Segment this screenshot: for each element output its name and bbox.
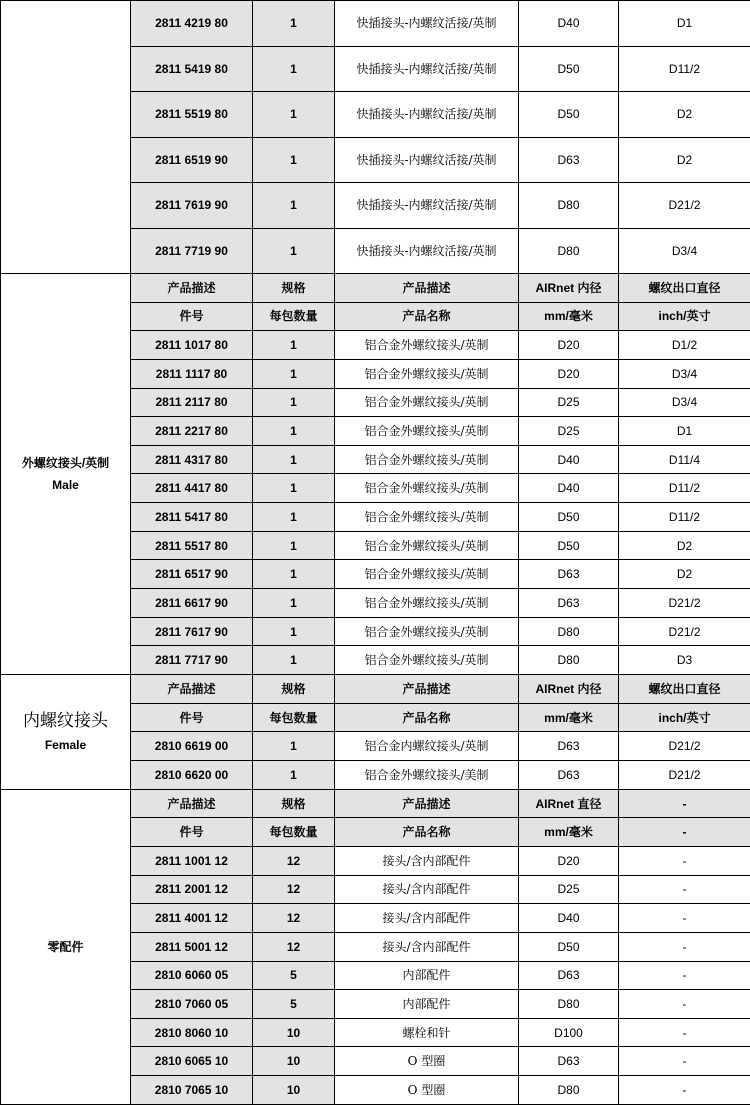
male-product-name: 铝合金外螺纹接头/英制	[335, 531, 519, 560]
male-diameter: D80	[519, 646, 619, 675]
male-diameter: D50	[519, 503, 619, 532]
category-name-en: Female	[44, 737, 87, 752]
female-column-header: 产品描述	[335, 674, 519, 703]
male-column-header: mm/毫米	[519, 302, 619, 331]
female-column-header: 每包数量	[253, 703, 335, 732]
parts-part-number: 2811 2001 12	[131, 875, 253, 904]
parts-pack-quantity: 10	[253, 1076, 335, 1105]
male-thread-size: D1	[619, 417, 750, 446]
top-part-number: 2811 5419 80	[131, 46, 253, 92]
male-diameter: D63	[519, 560, 619, 589]
top-diameter: D50	[519, 46, 619, 92]
male-column-header: 产品名称	[335, 302, 519, 331]
parts-column-header: 产品描述	[335, 789, 519, 818]
male-product-name: 铝合金外螺纹接头/英制	[335, 331, 519, 360]
parts-column-header: 产品名称	[335, 818, 519, 847]
parts-part-number: 2810 8060 10	[131, 1018, 253, 1047]
category-label	[1, 674, 131, 789]
male-product-name: 铝合金外螺纹接头/英制	[335, 589, 519, 618]
parts-product-name: 接头/含内部配件	[335, 847, 519, 876]
parts-pack-quantity: 5	[253, 990, 335, 1019]
parts-column-header: -	[619, 818, 750, 847]
parts-product-name: 接头/含内部配件	[335, 904, 519, 933]
male-product-name: 铝合金外螺纹接头/英制	[335, 359, 519, 388]
male-product-name: 铝合金外螺纹接头/英制	[335, 617, 519, 646]
parts-pack-quantity: 12	[253, 875, 335, 904]
header-row	[1, 274, 750, 303]
category-label	[1, 789, 131, 1104]
top-product-name: 快插接头-内螺纹活接/英制	[335, 183, 519, 229]
male-part-number: 2811 5517 80	[131, 531, 253, 560]
male-product-name: 铝合金外螺纹接头/英制	[335, 646, 519, 675]
male-pack-quantity: 1	[253, 531, 335, 560]
top-part-number: 2811 7619 90	[131, 183, 253, 229]
top-pack-quantity: 1	[253, 137, 335, 183]
top-product-name: 快插接头-内螺纹活接/英制	[335, 228, 519, 274]
category-name: 零配件	[47, 939, 84, 954]
male-diameter: D40	[519, 474, 619, 503]
female-pack-quantity: 1	[253, 761, 335, 790]
parts-part-number: 2810 7065 10	[131, 1076, 253, 1105]
male-diameter: D80	[519, 617, 619, 646]
male-pack-quantity: 1	[253, 474, 335, 503]
parts-product-name: 接头/含内部配件	[335, 875, 519, 904]
female-column-header: inch/英寸	[619, 703, 750, 732]
category-label	[1, 274, 131, 675]
male-column-header: 件号	[131, 302, 253, 331]
top-thread-size: D11/2	[619, 46, 750, 92]
parts-product-name: 螺栓和针	[335, 1018, 519, 1047]
parts-part-number: 2811 1001 12	[131, 847, 253, 876]
parts-thread-size: -	[619, 1018, 750, 1047]
top-pack-quantity: 1	[253, 183, 335, 229]
top-diameter: D80	[519, 183, 619, 229]
parts-diameter: D63	[519, 1047, 619, 1076]
table-row	[1, 1, 750, 47]
parts-diameter: D80	[519, 1076, 619, 1105]
female-column-header: AIRnet 内径	[519, 674, 619, 703]
parts-diameter: D50	[519, 932, 619, 961]
male-thread-size: D3/4	[619, 359, 750, 388]
top-diameter: D40	[519, 1, 619, 47]
male-part-number: 2811 1117 80	[131, 359, 253, 388]
parts-diameter: D80	[519, 990, 619, 1019]
female-thread-size: D21/2	[619, 761, 750, 790]
male-column-header: 产品描述	[335, 274, 519, 303]
top-diameter: D63	[519, 137, 619, 183]
female-column-header: 规格	[253, 674, 335, 703]
male-part-number: 2811 2217 80	[131, 417, 253, 446]
male-diameter: D25	[519, 388, 619, 417]
top-pack-quantity: 1	[253, 1, 335, 47]
male-product-name: 铝合金外螺纹接头/英制	[335, 417, 519, 446]
male-thread-size: D11/4	[619, 445, 750, 474]
top-part-number: 2811 4219 80	[131, 1, 253, 47]
male-pack-quantity: 1	[253, 646, 335, 675]
parts-pack-quantity: 12	[253, 847, 335, 876]
female-diameter: D63	[519, 761, 619, 790]
parts-thread-size: -	[619, 1047, 750, 1076]
parts-pack-quantity: 10	[253, 1047, 335, 1076]
parts-thread-size: -	[619, 904, 750, 933]
female-column-header: 产品名称	[335, 703, 519, 732]
male-part-number: 2811 6617 90	[131, 589, 253, 618]
male-column-header: 螺纹出口直径	[619, 274, 750, 303]
male-column-header: 规格	[253, 274, 335, 303]
female-column-header: 件号	[131, 703, 253, 732]
male-part-number: 2811 7617 90	[131, 617, 253, 646]
top-thread-size: D21/2	[619, 183, 750, 229]
parts-part-number: 2810 7060 05	[131, 990, 253, 1019]
female-part-number: 2810 6619 00	[131, 732, 253, 761]
male-part-number: 2811 6517 90	[131, 560, 253, 589]
top-thread-size: D2	[619, 92, 750, 138]
male-diameter: D40	[519, 445, 619, 474]
top-thread-size: D2	[619, 137, 750, 183]
male-product-name: 铝合金外螺纹接头/英制	[335, 388, 519, 417]
parts-product-name: 内部配件	[335, 961, 519, 990]
parts-part-number: 2811 4001 12	[131, 904, 253, 933]
parts-column-header: 规格	[253, 789, 335, 818]
product-spec-body	[1, 1, 750, 1105]
parts-thread-size: -	[619, 1076, 750, 1105]
male-thread-size: D21/2	[619, 617, 750, 646]
top-thread-size: D3/4	[619, 228, 750, 274]
category-name: 内螺纹接头	[23, 710, 108, 730]
parts-thread-size: -	[619, 961, 750, 990]
parts-pack-quantity: 12	[253, 932, 335, 961]
parts-diameter: D40	[519, 904, 619, 933]
parts-thread-size: -	[619, 875, 750, 904]
parts-diameter: D63	[519, 961, 619, 990]
male-diameter: D25	[519, 417, 619, 446]
male-pack-quantity: 1	[253, 445, 335, 474]
top-product-name: 快插接头-内螺纹活接/英制	[335, 46, 519, 92]
male-thread-size: D11/2	[619, 474, 750, 503]
male-product-name: 铝合金外螺纹接头/英制	[335, 560, 519, 589]
female-pack-quantity: 1	[253, 732, 335, 761]
parts-product-name: 接头/含内部配件	[335, 932, 519, 961]
male-thread-size: D2	[619, 531, 750, 560]
female-product-name: 铝合金内螺纹接头/英制	[335, 732, 519, 761]
top-product-name: 快插接头-内螺纹活接/英制	[335, 92, 519, 138]
parts-pack-quantity: 5	[253, 961, 335, 990]
male-thread-size: D21/2	[619, 589, 750, 618]
parts-pack-quantity: 10	[253, 1018, 335, 1047]
female-thread-size: D21/2	[619, 732, 750, 761]
parts-column-header: 每包数量	[253, 818, 335, 847]
male-pack-quantity: 1	[253, 560, 335, 589]
parts-product-name: O 型圈	[335, 1076, 519, 1105]
male-pack-quantity: 1	[253, 417, 335, 446]
male-pack-quantity: 1	[253, 388, 335, 417]
top-product-name: 快插接头-内螺纹活接/英制	[335, 137, 519, 183]
male-diameter: D63	[519, 589, 619, 618]
female-column-header: 产品描述	[131, 674, 253, 703]
header-row	[1, 789, 750, 818]
top-pack-quantity: 1	[253, 46, 335, 92]
top-thread-size: D1	[619, 1, 750, 47]
male-product-name: 铝合金外螺纹接头/英制	[335, 445, 519, 474]
parts-thread-size: -	[619, 847, 750, 876]
top-pack-quantity: 1	[253, 92, 335, 138]
male-column-header: 产品描述	[131, 274, 253, 303]
parts-part-number: 2810 6065 10	[131, 1047, 253, 1076]
top-product-name: 快插接头-内螺纹活接/英制	[335, 1, 519, 47]
male-pack-quantity: 1	[253, 331, 335, 360]
male-part-number: 2811 5417 80	[131, 503, 253, 532]
male-column-header: AIRnet 内径	[519, 274, 619, 303]
parts-pack-quantity: 12	[253, 904, 335, 933]
male-part-number: 2811 2117 80	[131, 388, 253, 417]
category-name: 外螺纹接头/英制	[21, 455, 110, 470]
top-part-number: 2811 5519 80	[131, 92, 253, 138]
category-name-en: Male	[52, 477, 79, 492]
male-thread-size: D1/2	[619, 331, 750, 360]
parts-column-header: -	[619, 789, 750, 818]
parts-column-header: mm/毫米	[519, 818, 619, 847]
parts-diameter: D20	[519, 847, 619, 876]
male-column-header: 每包数量	[253, 302, 335, 331]
parts-thread-size: -	[619, 990, 750, 1019]
parts-diameter: D100	[519, 1018, 619, 1047]
male-thread-size: D3/4	[619, 388, 750, 417]
parts-diameter: D25	[519, 875, 619, 904]
category-label-empty	[1, 1, 131, 274]
parts-column-header: 件号	[131, 818, 253, 847]
parts-column-header: 产品描述	[131, 789, 253, 818]
parts-part-number: 2811 5001 12	[131, 932, 253, 961]
top-part-number: 2811 7719 90	[131, 228, 253, 274]
top-diameter: D50	[519, 92, 619, 138]
female-diameter: D63	[519, 732, 619, 761]
parts-column-header: AIRnet 直径	[519, 789, 619, 818]
male-column-header: inch/英寸	[619, 302, 750, 331]
male-part-number: 2811 4317 80	[131, 445, 253, 474]
male-diameter: D20	[519, 331, 619, 360]
female-part-number: 2810 6620 00	[131, 761, 253, 790]
parts-product-name: 内部配件	[335, 990, 519, 1019]
male-pack-quantity: 1	[253, 617, 335, 646]
male-pack-quantity: 1	[253, 359, 335, 388]
header-row	[1, 674, 750, 703]
female-column-header: mm/毫米	[519, 703, 619, 732]
parts-part-number: 2810 6060 05	[131, 961, 253, 990]
male-part-number: 2811 7717 90	[131, 646, 253, 675]
top-diameter: D80	[519, 228, 619, 274]
male-product-name: 铝合金外螺纹接头/英制	[335, 474, 519, 503]
parts-product-name: O 型圈	[335, 1047, 519, 1076]
male-diameter: D50	[519, 531, 619, 560]
male-diameter: D20	[519, 359, 619, 388]
male-thread-size: D2	[619, 560, 750, 589]
top-pack-quantity: 1	[253, 228, 335, 274]
male-part-number: 2811 1017 80	[131, 331, 253, 360]
male-product-name: 铝合金外螺纹接头/英制	[335, 503, 519, 532]
female-column-header: 螺纹出口直径	[619, 674, 750, 703]
top-part-number: 2811 6519 90	[131, 137, 253, 183]
male-part-number: 2811 4417 80	[131, 474, 253, 503]
male-thread-size: D11/2	[619, 503, 750, 532]
parts-thread-size: -	[619, 932, 750, 961]
male-pack-quantity: 1	[253, 589, 335, 618]
female-product-name: 铝合金外螺纹接头/美制	[335, 761, 519, 790]
male-thread-size: D3	[619, 646, 750, 675]
male-pack-quantity: 1	[253, 503, 335, 532]
